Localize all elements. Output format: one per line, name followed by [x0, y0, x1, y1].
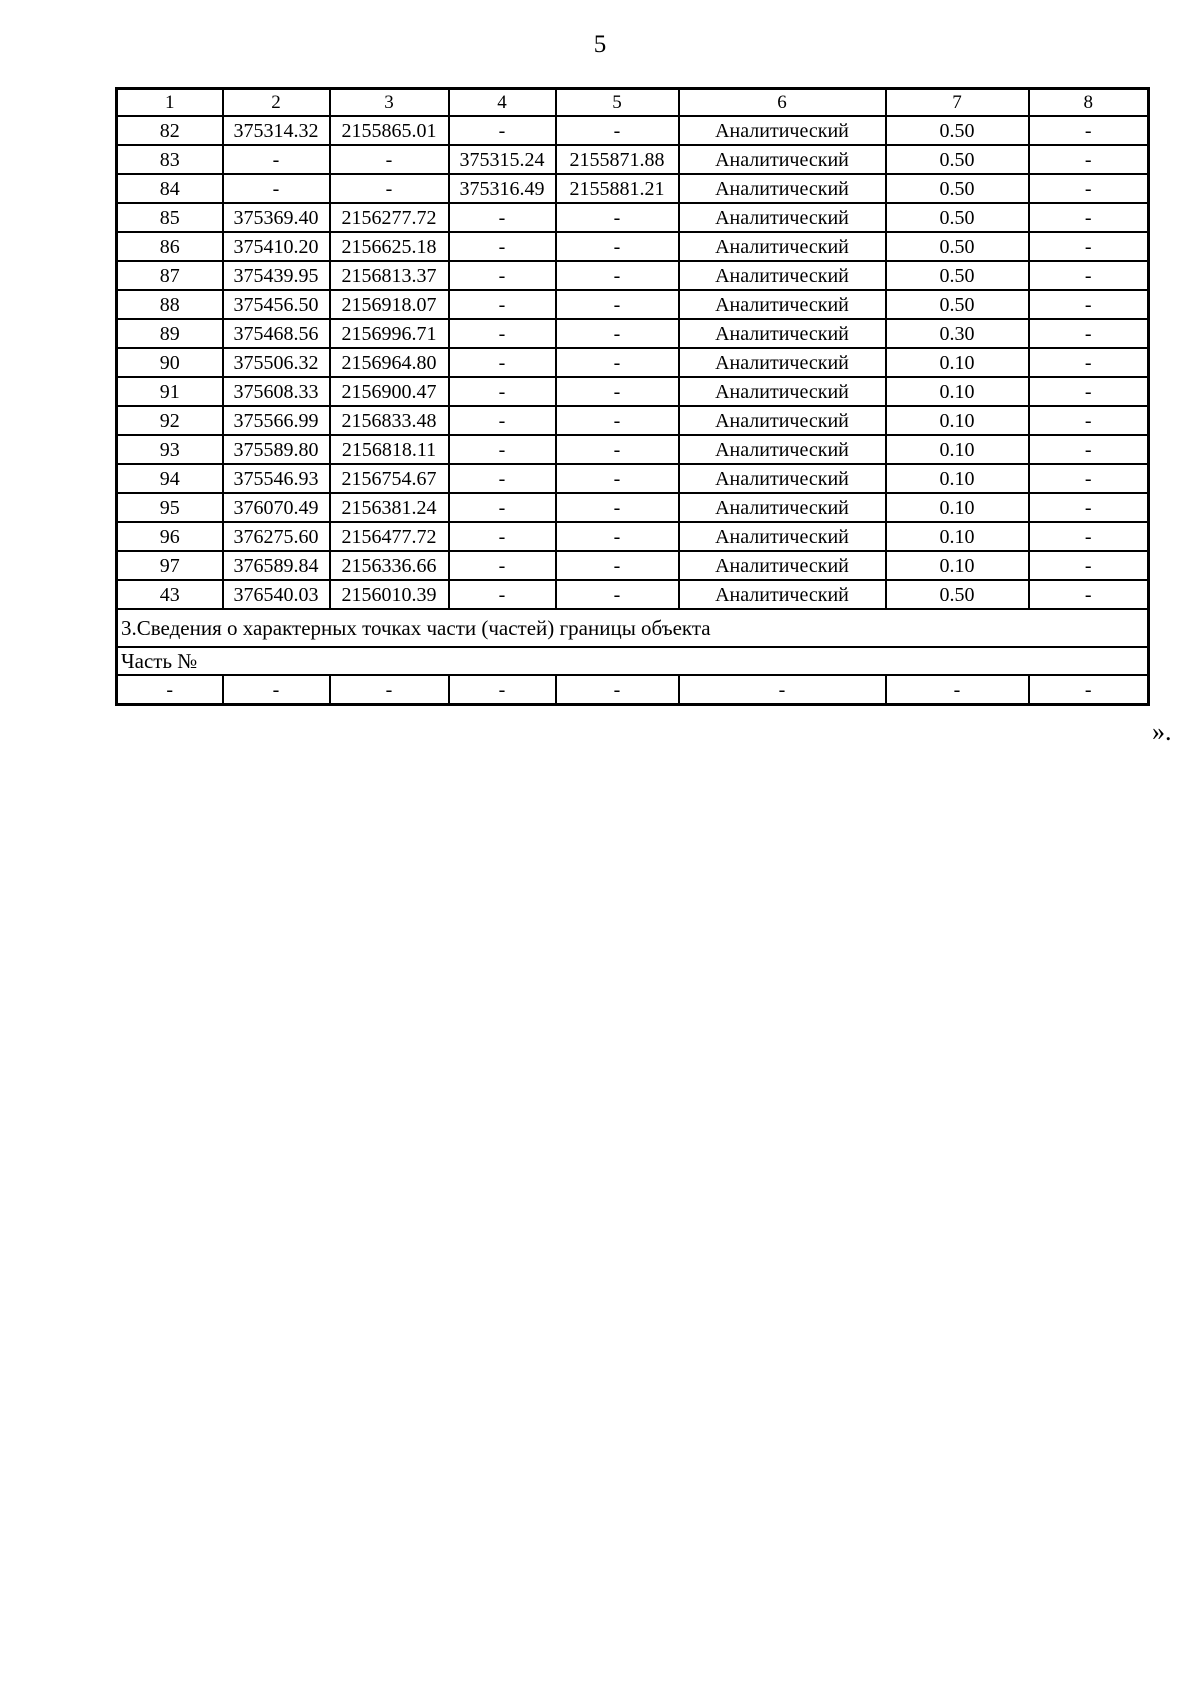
table-row: [117, 319, 1149, 348]
table-row: [117, 203, 1149, 232]
table-cell: 0.10: [886, 348, 1029, 377]
table-row: [117, 522, 1149, 551]
table-cell: -: [556, 675, 679, 705]
table-cell: Аналитический: [679, 348, 886, 377]
table-cell: 0.10: [886, 435, 1029, 464]
table-cell: -: [117, 675, 223, 705]
table-row: [117, 145, 1149, 174]
table-cell: -: [1029, 319, 1149, 348]
table-cell: 375468.56: [223, 319, 330, 348]
table-cell: 85: [117, 203, 223, 232]
table-row: [117, 261, 1149, 290]
table-header-row: [117, 89, 1149, 117]
table-cell: -: [556, 290, 679, 319]
table-cell: -: [556, 203, 679, 232]
column-header: 5: [556, 89, 679, 117]
table-cell: -: [1029, 493, 1149, 522]
table-cell: Аналитический: [679, 493, 886, 522]
table-cell: 2155865.01: [330, 116, 449, 145]
table-cell: Аналитический: [679, 319, 886, 348]
table-row: [117, 435, 1149, 464]
table-cell: -: [1029, 203, 1149, 232]
table-cell: 0.10: [886, 551, 1029, 580]
table-cell: -: [556, 435, 679, 464]
table-cell: -: [1029, 464, 1149, 493]
table-cell: -: [449, 261, 556, 290]
table-cell: Аналитический: [679, 435, 886, 464]
table-cell: 2156381.24: [330, 493, 449, 522]
table-cell: 375456.50: [223, 290, 330, 319]
coordinates-table: [115, 87, 1150, 706]
page-number: 5: [593, 31, 607, 58]
table-cell: 376070.49: [223, 493, 330, 522]
table-cell: 92: [117, 406, 223, 435]
table-cell: -: [223, 174, 330, 203]
table-cell: 2156625.18: [330, 232, 449, 261]
table-cell: 0.50: [886, 261, 1029, 290]
table-cell: -: [556, 493, 679, 522]
table-cell: -: [1029, 406, 1149, 435]
table-cell: 375315.24: [449, 145, 556, 174]
table-row: [117, 493, 1149, 522]
table-cell: -: [556, 116, 679, 145]
table-cell: 95: [117, 493, 223, 522]
table-cell: 0.50: [886, 145, 1029, 174]
table-cell: Аналитический: [679, 203, 886, 232]
table-cell: -: [556, 580, 679, 609]
column-header: 7: [886, 89, 1029, 117]
closing-quote: ».: [1152, 717, 1172, 746]
table-cell: 97: [117, 551, 223, 580]
table-cell: 0.50: [886, 203, 1029, 232]
table-cell: -: [449, 406, 556, 435]
table-cell: 2156277.72: [330, 203, 449, 232]
table-cell: 94: [117, 464, 223, 493]
table-cell: -: [1029, 348, 1149, 377]
table-cell: -: [1029, 232, 1149, 261]
table-cell: Аналитический: [679, 116, 886, 145]
table-cell: Аналитический: [679, 232, 886, 261]
table-cell: -: [330, 675, 449, 705]
table-cell: 0.50: [886, 580, 1029, 609]
table-cell: -: [1029, 145, 1149, 174]
table-cell: 0.10: [886, 522, 1029, 551]
table-cell: -: [449, 675, 556, 705]
table-cell: Аналитический: [679, 261, 886, 290]
table-row: [117, 290, 1149, 319]
table-cell: -: [1029, 261, 1149, 290]
table-cell: 91: [117, 377, 223, 406]
table-cell: 86: [117, 232, 223, 261]
table-cell: -: [449, 232, 556, 261]
table-cell: -: [1029, 675, 1149, 705]
table-cell: 2155871.88: [556, 145, 679, 174]
table-cell: 0.50: [886, 116, 1029, 145]
part-label-row: [117, 647, 1149, 675]
table-row: [117, 174, 1149, 203]
table-cell: 376589.84: [223, 551, 330, 580]
table-cell: -: [679, 675, 886, 705]
table-cell: 376540.03: [223, 580, 330, 609]
table-cell: -: [449, 522, 556, 551]
column-header: 6: [679, 89, 886, 117]
table-cell: 2156833.48: [330, 406, 449, 435]
table-cell: 0.10: [886, 493, 1029, 522]
table-cell: 2156477.72: [330, 522, 449, 551]
table-cell: 90: [117, 348, 223, 377]
table-row: [117, 377, 1149, 406]
table-cell: Аналитический: [679, 522, 886, 551]
table-cell: -: [449, 377, 556, 406]
part-label: Часть №: [117, 647, 1149, 675]
table-row: [117, 406, 1149, 435]
table-cell: -: [330, 174, 449, 203]
table-cell: -: [556, 522, 679, 551]
column-header: 8: [1029, 89, 1149, 117]
table-cell: -: [1029, 522, 1149, 551]
table-cell: -: [556, 551, 679, 580]
table-cell: 375506.32: [223, 348, 330, 377]
table-cell: 2156918.07: [330, 290, 449, 319]
table-cell: Аналитический: [679, 551, 886, 580]
table-cell: 2156754.67: [330, 464, 449, 493]
table-cell: 375369.40: [223, 203, 330, 232]
table-cell: -: [449, 290, 556, 319]
table-cell: -: [449, 435, 556, 464]
table-cell: Аналитический: [679, 174, 886, 203]
table-cell: 0.50: [886, 232, 1029, 261]
table-cell: 0.30: [886, 319, 1029, 348]
table-cell: 375546.93: [223, 464, 330, 493]
table-cell: 375410.20: [223, 232, 330, 261]
table-cell: 96: [117, 522, 223, 551]
table-cell: -: [449, 319, 556, 348]
table-cell: 375566.99: [223, 406, 330, 435]
section-title-row: [117, 609, 1149, 647]
table-cell: -: [449, 464, 556, 493]
table-cell: 2156813.37: [330, 261, 449, 290]
table-cell: -: [1029, 377, 1149, 406]
table-cell: 2156996.71: [330, 319, 449, 348]
table-row: [117, 551, 1149, 580]
table-cell: Аналитический: [679, 406, 886, 435]
table-cell: -: [556, 261, 679, 290]
table-cell: -: [449, 580, 556, 609]
column-header: 3: [330, 89, 449, 117]
table-cell: -: [1029, 580, 1149, 609]
table-cell: Аналитический: [679, 580, 886, 609]
table-cell: Аналитический: [679, 377, 886, 406]
table-cell: 375589.80: [223, 435, 330, 464]
section-title: 3.Сведения о характерных точках части (частей) границы объекта: [117, 609, 1149, 647]
column-header: 2: [223, 89, 330, 117]
table-row: [117, 464, 1149, 493]
table-cell: 84: [117, 174, 223, 203]
table-cell: -: [223, 145, 330, 174]
table-cell: 0.10: [886, 464, 1029, 493]
table-cell: -: [556, 406, 679, 435]
table-row: [117, 232, 1149, 261]
table-cell: 0.10: [886, 406, 1029, 435]
table-cell: 87: [117, 261, 223, 290]
table-cell: 0.50: [886, 290, 1029, 319]
table-cell: -: [1029, 551, 1149, 580]
table-cell: 2156818.11: [330, 435, 449, 464]
table-cell: -: [556, 377, 679, 406]
table-cell: 2155881.21: [556, 174, 679, 203]
table-cell: 375608.33: [223, 377, 330, 406]
table-cell: -: [886, 675, 1029, 705]
table-cell: -: [1029, 435, 1149, 464]
table-cell: 93: [117, 435, 223, 464]
table-cell: 82: [117, 116, 223, 145]
table-cell: -: [556, 319, 679, 348]
table-cell: 43: [117, 580, 223, 609]
table-cell: Аналитический: [679, 145, 886, 174]
table-cell: -: [1029, 290, 1149, 319]
table-cell: -: [449, 493, 556, 522]
part-row: [117, 675, 1149, 705]
table-row: [117, 116, 1149, 145]
table-cell: -: [556, 232, 679, 261]
table-cell: -: [223, 675, 330, 705]
table-cell: -: [449, 551, 556, 580]
table-cell: 375439.95: [223, 261, 330, 290]
table-cell: 2156336.66: [330, 551, 449, 580]
table-row: [117, 580, 1149, 609]
column-header: 4: [449, 89, 556, 117]
table-cell: Аналитический: [679, 464, 886, 493]
table-cell: -: [449, 348, 556, 377]
table-cell: -: [449, 116, 556, 145]
table-row: [117, 348, 1149, 377]
table-cell: 2156900.47: [330, 377, 449, 406]
table-cell: 375314.32: [223, 116, 330, 145]
table-cell: 2156010.39: [330, 580, 449, 609]
table-cell: -: [556, 464, 679, 493]
table-cell: Аналитический: [679, 290, 886, 319]
table-cell: -: [1029, 174, 1149, 203]
column-header: 1: [117, 89, 223, 117]
table-cell: -: [449, 203, 556, 232]
table-cell: 376275.60: [223, 522, 330, 551]
table-cell: -: [330, 145, 449, 174]
table-cell: -: [556, 348, 679, 377]
table-cell: -: [1029, 116, 1149, 145]
table-cell: 0.50: [886, 174, 1029, 203]
table-cell: 0.10: [886, 377, 1029, 406]
table-cell: 88: [117, 290, 223, 319]
table-cell: 2156964.80: [330, 348, 449, 377]
table-cell: 83: [117, 145, 223, 174]
table-cell: 89: [117, 319, 223, 348]
table-cell: 375316.49: [449, 174, 556, 203]
